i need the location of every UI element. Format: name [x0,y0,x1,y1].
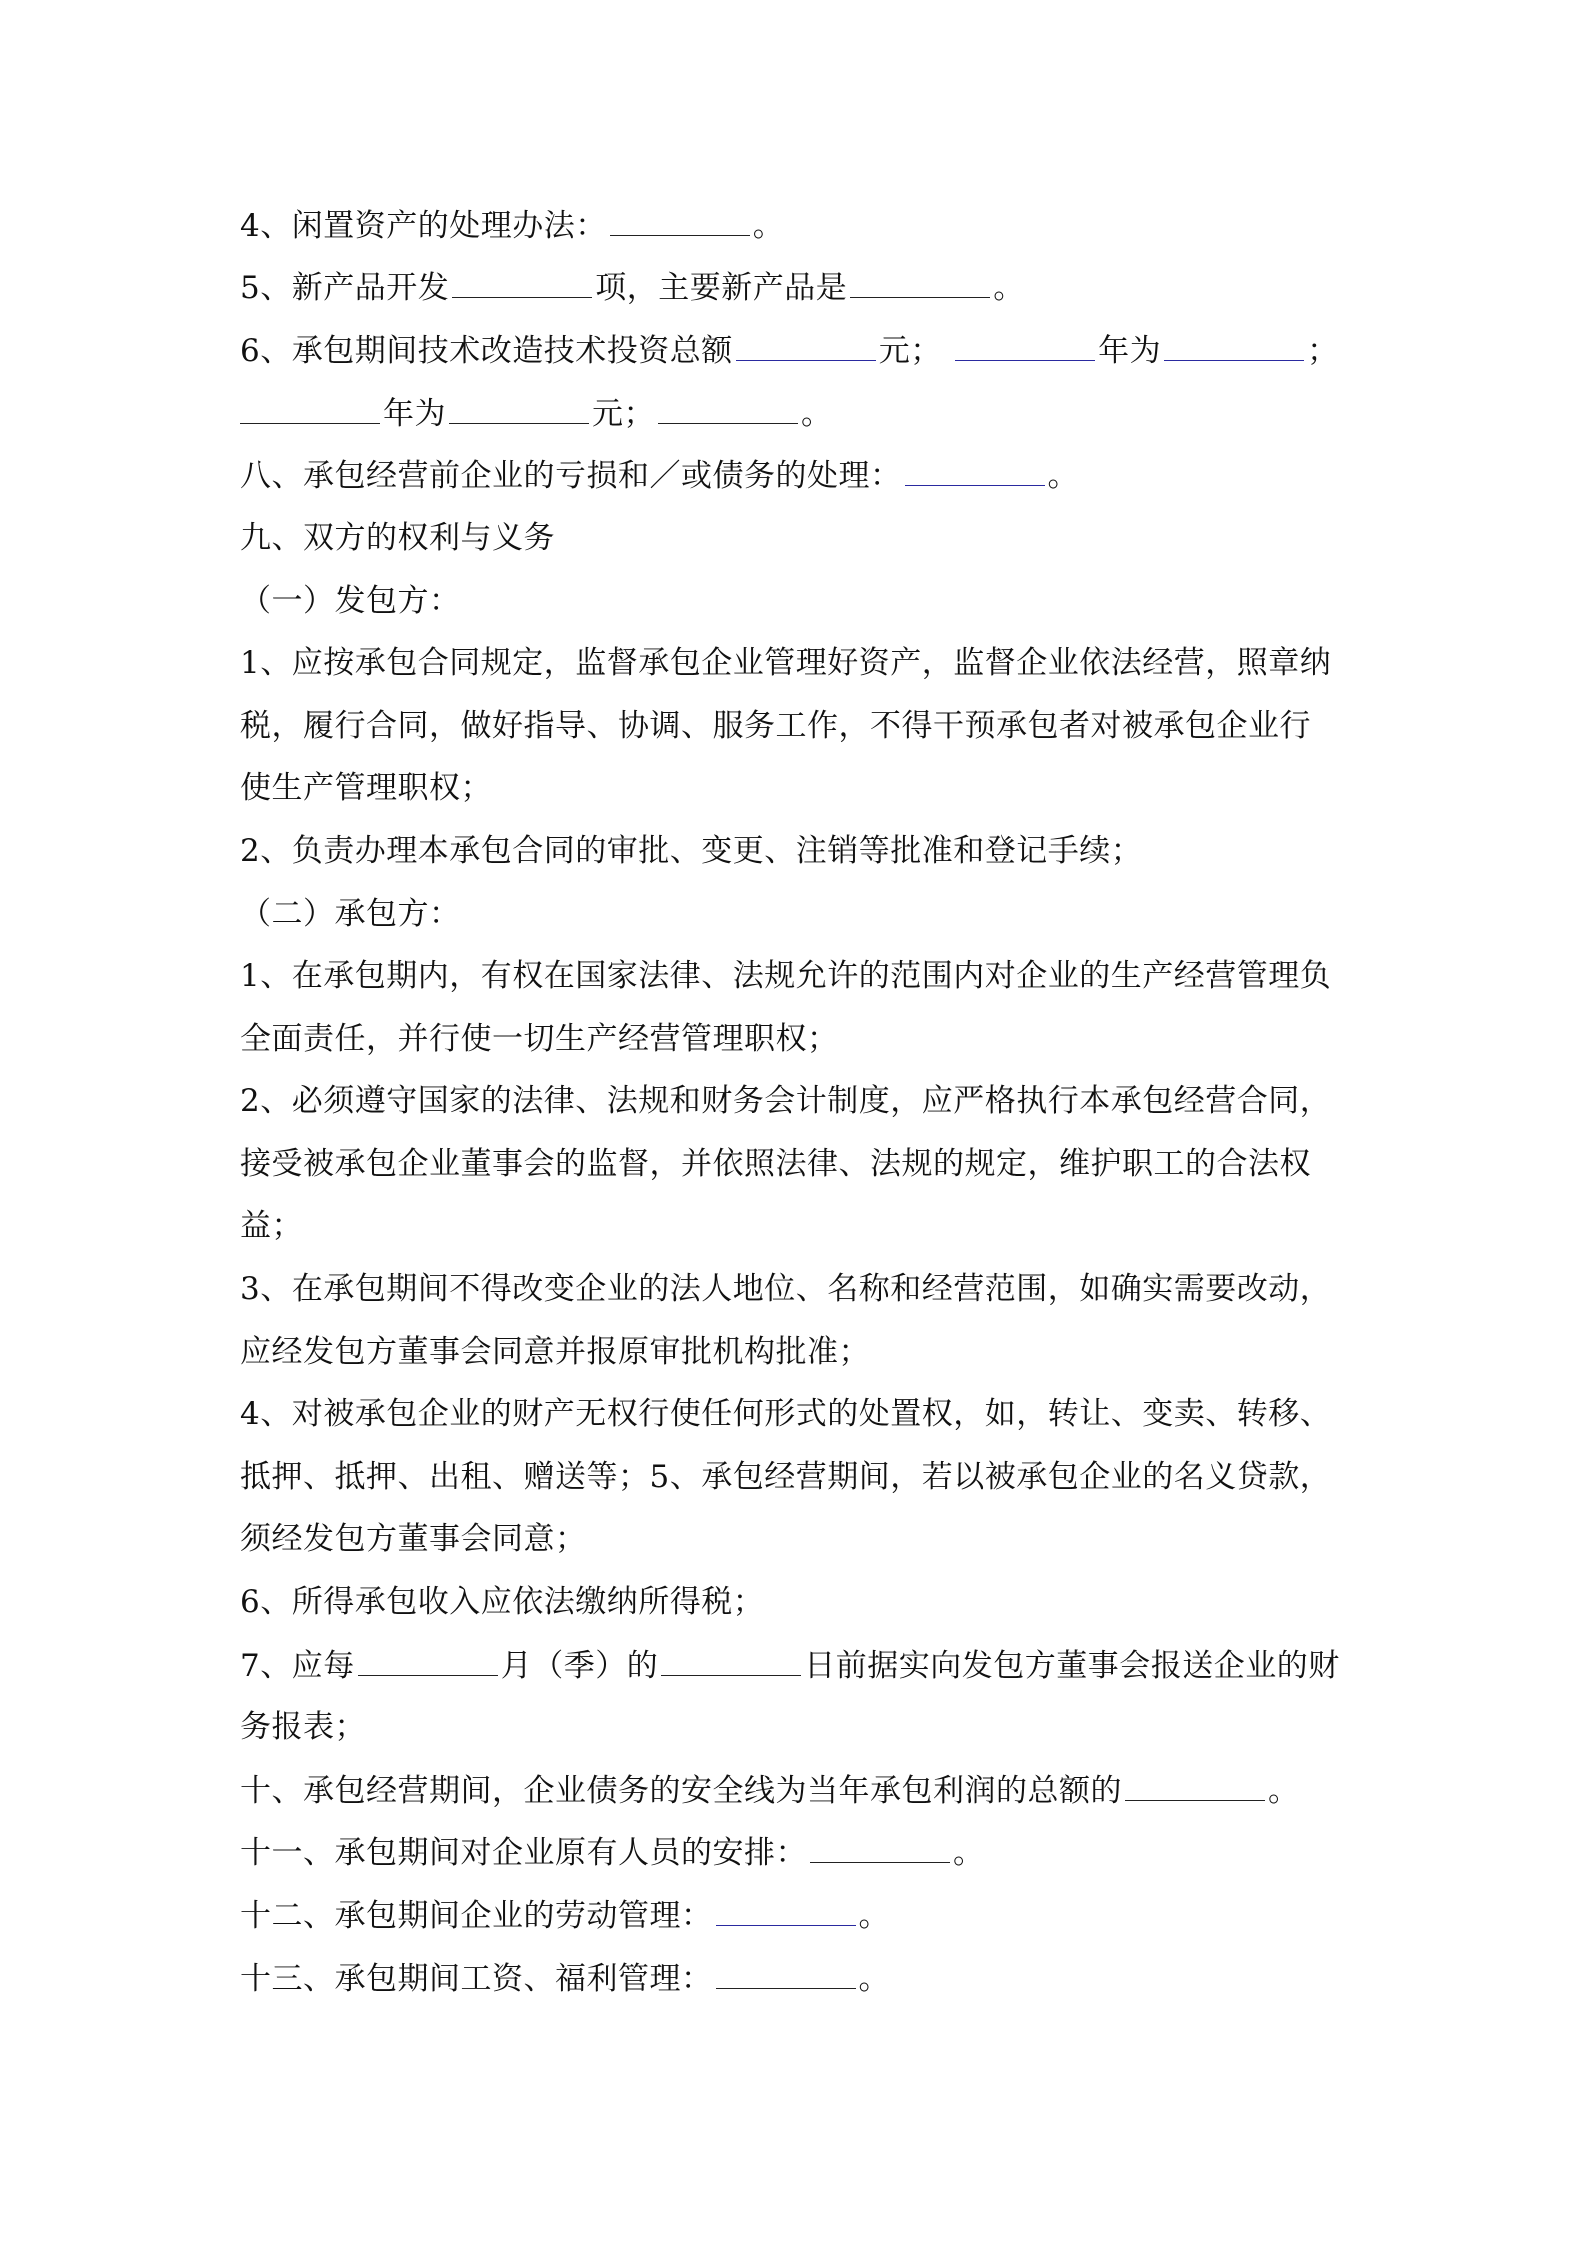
paragraph-line: 税，履行合同，做好指导、协调、服务工作，不得干预承包者对被承包企业行 [240,708,1311,744]
clause-idle-assets [240,205,1360,245]
fill-in-blank[interactable] [955,330,1095,361]
paragraph-line: 1、应按承包合同规定，监督承包企业管理好资产，监督企业依法经营，照章纳 [240,645,1332,681]
clause-text: 项，主要新产品是 [595,270,848,306]
clause-new-products [240,267,1360,307]
paragraph-line: 2、负责办理本承包合同的审批、变更、注销等批准和登记手续； [240,833,1143,869]
fill-in-blank[interactable] [716,1958,856,1989]
fill-in-blank[interactable] [661,1645,801,1676]
paragraph-line: 4、对被承包企业的财产无权行使任何形式的处置权，如，转让、变卖、转移、 [240,1396,1332,1432]
paragraph-line: 抵押、抵押、出租、赠送等；5、承包经营期间，若以被承包企业的名义贷款， [240,1459,1332,1495]
clause-text: 。 [953,1835,985,1871]
paragraph-line: 6、所得承包收入应依法缴纳所得税； [240,1584,765,1620]
clause-text: 5、新产品开发 [240,270,450,306]
paragraph-line: 应经发包方董事会同意并报原审批机构批准； [240,1334,870,1370]
clause-text: 。 [1047,458,1079,494]
clause-text: 。 [752,208,785,244]
clause-text: 元； [592,396,655,432]
fill-in-blank[interactable] [240,393,380,424]
clause-thirteen-wages [240,1958,1360,1998]
paragraph-line: 益； [240,1208,303,1244]
clause-text: 。 [993,270,1025,306]
paragraph-line: 须经发包方董事会同意； [240,1521,587,1557]
clause-text: ； [1307,333,1339,369]
clause-eight-losses [240,455,1360,495]
paragraph-line: 2、必须遵守国家的法律、法规和财务会计制度，应严格执行本承包经营合同， [240,1083,1332,1119]
subsection-heading: （二）承包方： [240,896,461,932]
fill-in-blank[interactable] [810,1832,950,1863]
fill-in-blank[interactable] [716,1895,856,1926]
fill-in-blank[interactable] [850,267,990,298]
fill-in-blank[interactable] [1125,1770,1265,1801]
paragraph-line: 1、在承包期内，有权在国家法律、法规允许的范围内对企业的生产经营管理负 [240,958,1332,994]
clause-text: 八、承包经营前企业的亏损和／或债务的处理： [240,458,902,494]
clause-tech-investment-cont [240,393,1360,433]
fill-in-blank[interactable] [449,393,589,424]
clause-twelve-labor [240,1895,1360,1935]
clause-text: 7、应每 [240,1648,355,1684]
fill-in-blank[interactable] [1164,330,1304,361]
fill-in-blank[interactable] [452,267,592,298]
paragraph-line: 接受被承包企业董事会的监督，并依照法律、法规的规定，维护职工的合法权 [240,1146,1311,1182]
clause-text: 6、承包期间技术改造技术投资总额 [240,333,733,369]
clause-text: 元； [878,333,942,369]
clause-tech-investment [240,330,1360,370]
paragraph-line: 使生产管理职权； [240,770,492,806]
clause-text: 十、承包经营期间，企业债务的安全线为当年承包利润的总额的 [240,1773,1122,1809]
clause-text: 日前据实向发包方董事会报送企业的财 [804,1648,1340,1684]
paragraph-line: 务报表； [240,1709,366,1745]
fill-in-blank[interactable] [736,330,876,361]
paragraph-line: 3、在承包期间不得改变企业的法人地位、名称和经营范围，如确实需要改动， [240,1271,1332,1307]
fill-in-blank[interactable] [658,393,798,424]
section-heading: 九、双方的权利与义务 [240,520,555,556]
clause-text: 十二、承包期间企业的劳动管理： [240,1898,713,1934]
fill-in-blank[interactable] [905,455,1045,486]
clause-text: 年为 [1098,333,1162,369]
clause-text: 4、闲置资产的处理办法： [240,208,607,244]
clause-text: 月（季）的 [500,1648,659,1684]
clause-text: 。 [858,1898,890,1934]
clause-ten-debt-safety [240,1770,1360,1810]
fill-in-blank[interactable] [610,205,750,236]
clause-text: 十一、承包期间对企业原有人员的安排： [240,1835,807,1871]
clause-text: 。 [801,396,833,432]
clause-financial-reports [240,1645,1360,1685]
clause-text: 十三、承包期间工资、福利管理： [240,1961,713,1997]
clause-text: 。 [1268,1773,1300,1809]
fill-in-blank[interactable] [358,1645,498,1676]
clause-text: 年为 [383,396,446,432]
clause-eleven-personnel [240,1832,1360,1872]
paragraph-line: 全面责任，并行使一切生产经营管理职权； [240,1021,839,1057]
clause-text: 。 [858,1961,890,1997]
subsection-heading: （一）发包方： [240,583,461,619]
